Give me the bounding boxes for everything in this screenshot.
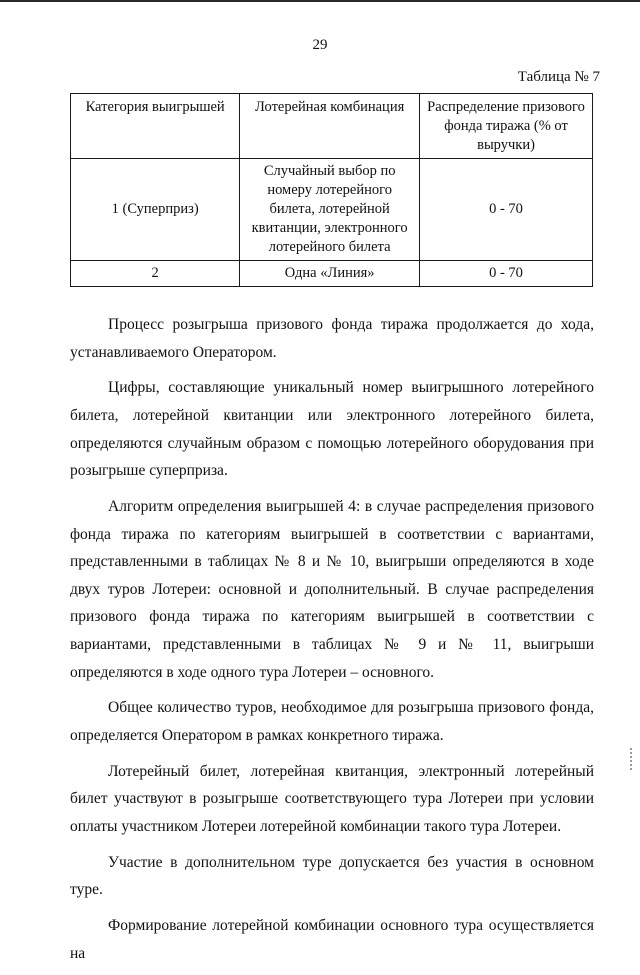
paragraph: Лотерейный билет, лотерейная квитанция, электронный лотерейный билет участвуют в розыгрыше соответствующего тура Лотереи при условии оплаты участником Лотереи лотерейной комбинации такого тура Лотереи.: [70, 762, 594, 835]
table-cell-combination: Одна «Линия»: [240, 261, 420, 287]
paragraph: Цифры, составляющие уникальный номер выигрышного лотерейного билета, лотерейной квитанции или электронного лотерейного билета, определяются случайным образом с помощью лотерейного оборудования при розыгрыше суперприза.: [70, 379, 594, 480]
prize-distribution-table: [70, 93, 593, 287]
table-cell-category: 1 (Суперприз): [71, 159, 240, 261]
header-cell-combination: Лотерейная комбинация: [240, 94, 420, 159]
paragraph: Общее количество туров, необходимое для розыгрыша призового фонда, определяется Оператором в рамках конкретного тиража.: [70, 699, 594, 744]
paragraph: Участие в дополнительном туре допускается без участия в основном туре.: [70, 853, 594, 899]
header-cell-category: Категория выигрышей: [71, 94, 240, 159]
paragraph: Формирование лотерейной комбинации основного тура осуществляется на: [70, 917, 594, 962]
table-cell-combination: Случайный выбор по номеру лотерейного билета, лотерейной квитанции, электронного лотерейного билета: [240, 159, 420, 261]
table-cell-category: 2: [71, 261, 240, 287]
body-text: [70, 311, 594, 975]
scan-top-edge: [0, 0, 640, 2]
table-caption: Таблица № 7: [517, 69, 600, 85]
table-header-row: [71, 94, 593, 159]
paragraph: Алгоритм определения выигрышей 4: в случае распределения призового фонда тиража по категориям выигрышей в соответствии с вариантами, представленными в таблицах № 8 и № 10, выигрыши определяются в ходе двух туров Лотереи: основной и дополнительный. В случае распределения призового фонда тиража по категориям выигрышей в соответствии с вариантами, представленными в таблицах № 9 и № 11, выигрыши определяются в ходе одного тура Лотереи – основного.: [70, 497, 594, 681]
page-number: 29: [312, 37, 328, 53]
paragraph: Процесс розыгрыша призового фонда тиража продолжается до хода, устанавливаемого Оператором.: [70, 316, 594, 361]
header-cell-distribution: Распределение призового фонда тиража (% от выручки): [420, 94, 593, 159]
table-cell-distribution: 0 - 70: [420, 159, 593, 261]
table-row: [71, 261, 593, 287]
table-cell-distribution: 0 - 70: [420, 261, 593, 287]
scan-margin-mark: [630, 748, 632, 770]
table-row: [71, 159, 593, 261]
